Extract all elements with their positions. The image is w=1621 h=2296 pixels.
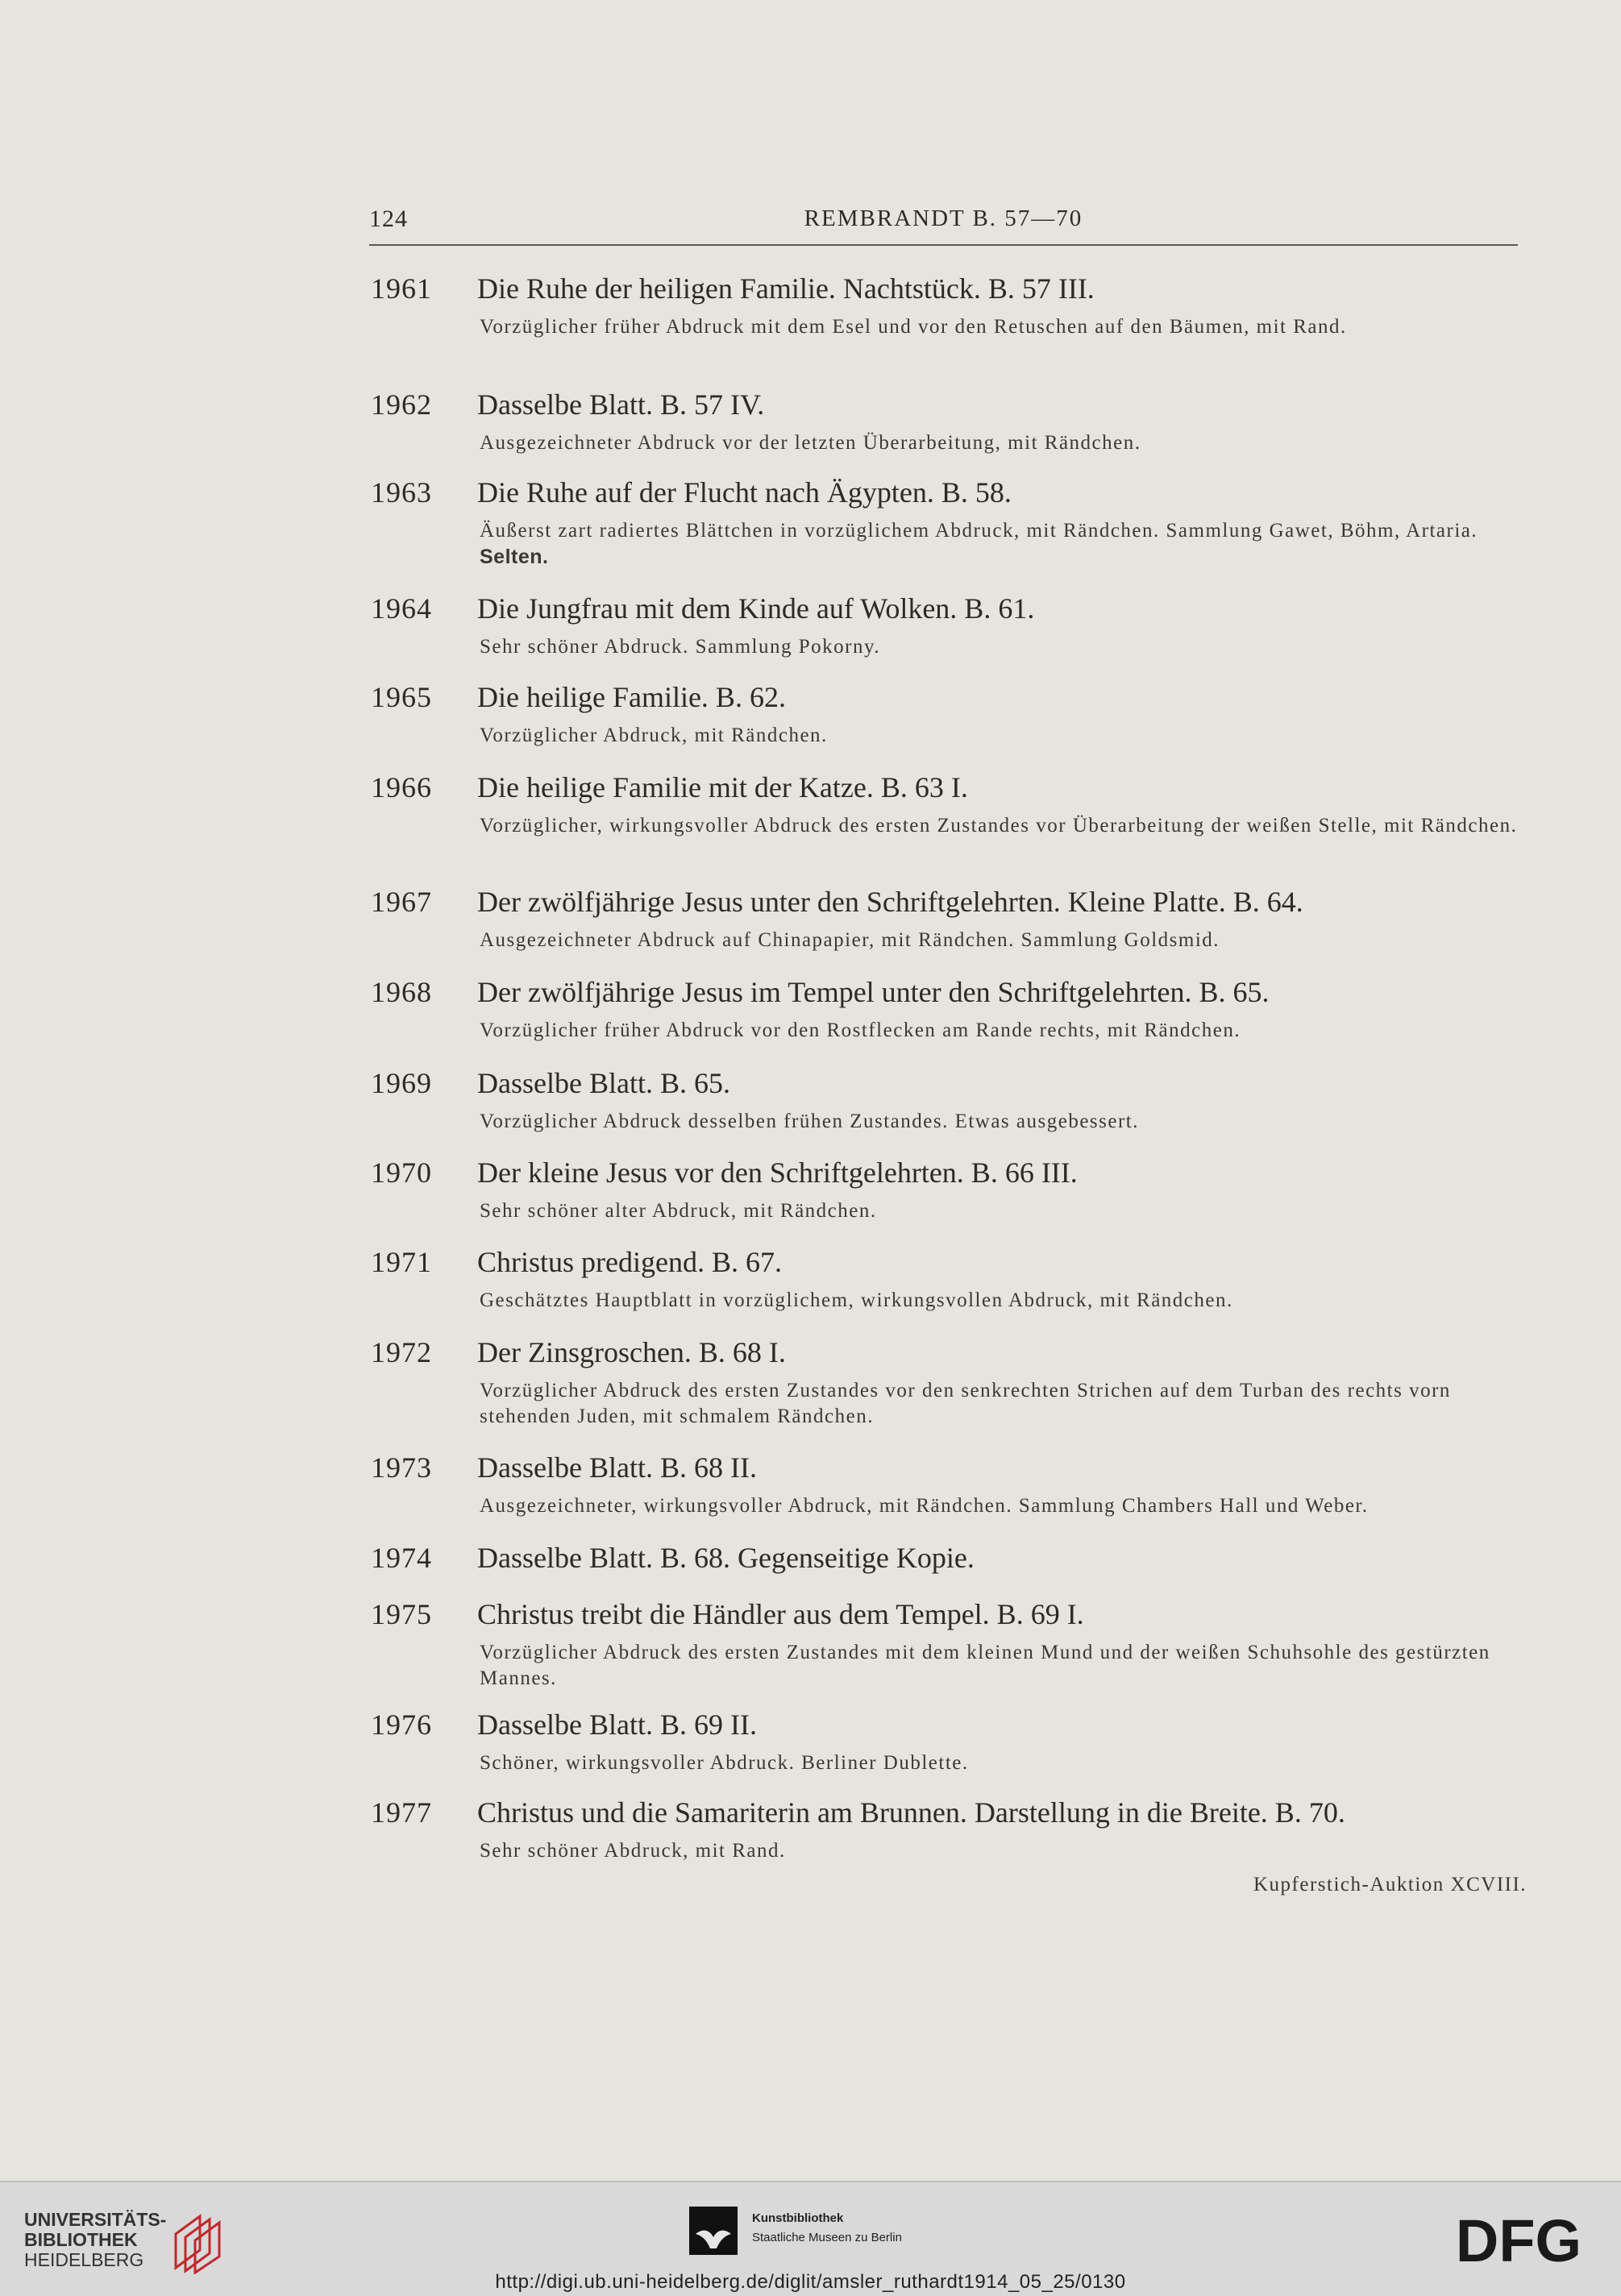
lot-entry bbox=[371, 1244, 1532, 1311]
catalog-signature: Kupferstich-Auktion XCVIII. bbox=[1253, 1874, 1527, 1895]
lot-note: Ausgezeichneter Abdruck vor der letzten Überarbeitung, mit Rändchen. bbox=[480, 432, 1141, 454]
running-head bbox=[369, 206, 1518, 246]
lot-title: Die heilige Familie. B. 62. bbox=[477, 681, 786, 713]
permalink-url[interactable]: http://digi.ub.uni-heidelberg.de/diglit/amsler_ruthardt1914_05_25/0130 bbox=[495, 2271, 1126, 2293]
lot-title: Dasselbe Blatt. B. 57 IV. bbox=[477, 388, 765, 421]
lot-title: Dasselbe Blatt. B. 69 II. bbox=[477, 1709, 757, 1741]
lot-title: Die Ruhe auf der Flucht nach Ägypten. B. 58. bbox=[477, 476, 1012, 509]
lot-note: Vorzüglicher früher Abdruck mit dem Esel und vor den Retuschen auf den Bäumen, mit Rand. bbox=[480, 316, 1347, 338]
running-title: REMBRANDT B. 57—70 bbox=[804, 206, 1083, 231]
lot-entry bbox=[371, 591, 1532, 658]
lot-entry bbox=[371, 1065, 1532, 1132]
lot-title: Dasselbe Blatt. B. 65. bbox=[477, 1067, 730, 1099]
lot-entry bbox=[371, 679, 1532, 746]
lot-title: Dasselbe Blatt. B. 68 II. bbox=[477, 1451, 757, 1484]
lot-entry bbox=[371, 1707, 1532, 1774]
lot-title: Der Zinsgroschen. B. 68 I. bbox=[477, 1336, 786, 1368]
lot-title: Christus treibt die Händler aus dem Tempel. B. 69 I. bbox=[477, 1598, 1084, 1630]
lot-entry bbox=[371, 884, 1532, 951]
lot-entry bbox=[371, 974, 1532, 1041]
lot-number: 1973 bbox=[371, 1451, 432, 1484]
page-number: 124 bbox=[369, 206, 408, 232]
lot-entry bbox=[371, 1795, 1532, 1862]
lot-number: 1974 bbox=[371, 1542, 432, 1574]
viewer-footer bbox=[0, 2181, 1621, 2296]
lot-entry bbox=[371, 1155, 1532, 1222]
rarity-mark: Selten. bbox=[480, 546, 549, 568]
lot-note: Sehr schöner alter Abdruck, mit Rändchen. bbox=[480, 1200, 877, 1222]
lot-number: 1963 bbox=[371, 476, 432, 509]
kunstbibliothek-logo[interactable] bbox=[689, 2198, 1028, 2263]
ub-heidelberg-logo[interactable] bbox=[24, 2210, 234, 2274]
lot-entry bbox=[371, 1540, 1532, 1576]
lot-number: 1972 bbox=[371, 1336, 432, 1368]
lot-note: Vorzüglicher Abdruck, mit Rändchen. bbox=[480, 725, 828, 746]
lot-number: 1977 bbox=[371, 1796, 432, 1829]
lot-note-text: Äußerst zart radiertes Blättchen in vorzüglichem Abdruck, mit Rändchen. Sammlung Gawet, Böhm, Artaria. bbox=[480, 520, 1478, 542]
ub-line-1: UNIVERSITÄTS- bbox=[24, 2209, 167, 2230]
lot-note: Ausgezeichneter, wirkungsvoller Abdruck, mit Rändchen. Sammlung Chambers Hall und Weber. bbox=[480, 1495, 1369, 1517]
lot-note: Vorzüglicher, wirkungsvoller Abdruck des ersten Zustandes vor Überarbeitung der weißen Stelle, mit Rändchen. bbox=[480, 815, 1518, 837]
lot-number: 1966 bbox=[371, 771, 432, 803]
lot-title: Christus und die Samariterin am Brunnen. Darstellung in die Breite. B. 70. bbox=[477, 1796, 1345, 1829]
lot-number: 1964 bbox=[371, 592, 432, 625]
lot-number: 1976 bbox=[371, 1709, 432, 1741]
lot-number: 1961 bbox=[371, 272, 432, 305]
lot-title: Der zwölfjährige Jesus unter den Schriftgelehrten. Kleine Platte. B. 64. bbox=[477, 886, 1303, 918]
lot-number: 1970 bbox=[371, 1156, 432, 1189]
lot-note: Ausgezeichneter Abdruck auf Chinapapier, mit Rändchen. Sammlung Goldsmid. bbox=[480, 929, 1220, 951]
lot-note: Vorzüglicher Abdruck des ersten Zustandes vor den senkrechten Strichen auf dem Turban des rechts vorn stehenden Juden, mit schmalem Rändchen. bbox=[480, 1380, 1451, 1427]
lot-entry bbox=[371, 770, 1532, 837]
lot-title: Dasselbe Blatt. B. 68. Gegenseitige Kopie. bbox=[477, 1542, 975, 1574]
lot-number: 1969 bbox=[371, 1067, 432, 1099]
lot-title: Die heilige Familie mit der Katze. B. 63 I. bbox=[477, 771, 968, 803]
dfg-logo[interactable] bbox=[1436, 2213, 1602, 2269]
lot-entry bbox=[371, 1450, 1532, 1517]
lot-note: Geschätztes Hauptblatt in vorzüglichem, wirkungsvollen Abdruck, mit Rändchen. bbox=[480, 1289, 1233, 1311]
lot-note: Vorzüglicher Abdruck desselben frühen Zustandes. Etwas ausgebessert. bbox=[480, 1111, 1140, 1132]
ub-emblem-icon bbox=[168, 2210, 232, 2274]
lot-number: 1975 bbox=[371, 1598, 432, 1630]
lot-note: Sehr schöner Abdruck. Sammlung Pokorny. bbox=[480, 636, 881, 658]
lot-entry bbox=[371, 1596, 1532, 1689]
ub-line-2: BIBLIOTHEK bbox=[24, 2229, 138, 2250]
lot-note: Sehr schöner Abdruck, mit Rand. bbox=[480, 1840, 786, 1862]
ub-line-3: HEIDELBERG bbox=[24, 2249, 144, 2270]
kunstbibliothek-eagle-icon bbox=[689, 2207, 738, 2255]
lot-title: Die Jungfrau mit dem Kinde auf Wolken. B. 61. bbox=[477, 592, 1035, 625]
lot-title: Der kleine Jesus vor den Schriftgelehrten. B. 66 III. bbox=[477, 1156, 1078, 1189]
ub-wordmark bbox=[24, 2210, 166, 2270]
lot-number: 1967 bbox=[371, 886, 432, 918]
footer-divider bbox=[0, 2181, 1621, 2182]
lot-number: 1962 bbox=[371, 388, 432, 421]
kunstbibliothek-subtitle: Staatliche Museen zu Berlin bbox=[752, 2231, 902, 2244]
lot-entry bbox=[371, 475, 1532, 568]
lot-number: 1965 bbox=[371, 681, 432, 713]
lot-title: Der zwölfjährige Jesus im Tempel unter den Schriftgelehrten. B. 65. bbox=[477, 976, 1270, 1008]
lot-number: 1968 bbox=[371, 976, 432, 1008]
lot-note: Vorzüglicher früher Abdruck vor den Rostflecken am Rande rechts, mit Rändchen. bbox=[480, 1019, 1241, 1041]
lot-number: 1971 bbox=[371, 1246, 432, 1278]
lot-title: Christus predigend. B. 67. bbox=[477, 1246, 782, 1278]
lot-entry bbox=[371, 271, 1532, 338]
lot-entry bbox=[371, 387, 1532, 454]
lot-note: Vorzüglicher Abdruck des ersten Zustandes mit dem kleinen Mund und der weißen Schuhsohle des gestürzten Mannes. bbox=[480, 1642, 1490, 1689]
lot-note bbox=[480, 518, 1527, 571]
lot-note: Schöner, wirkungsvoller Abdruck. Berliner Dublette. bbox=[480, 1752, 969, 1774]
kunstbibliothek-name: Kunstbibliothek bbox=[752, 2211, 844, 2225]
lot-entry bbox=[371, 1335, 1532, 1427]
dfg-wordmark: DFG bbox=[1455, 2213, 1582, 2269]
lot-title: Die Ruhe der heiligen Familie. Nachtstück. B. 57 III. bbox=[477, 272, 1095, 305]
